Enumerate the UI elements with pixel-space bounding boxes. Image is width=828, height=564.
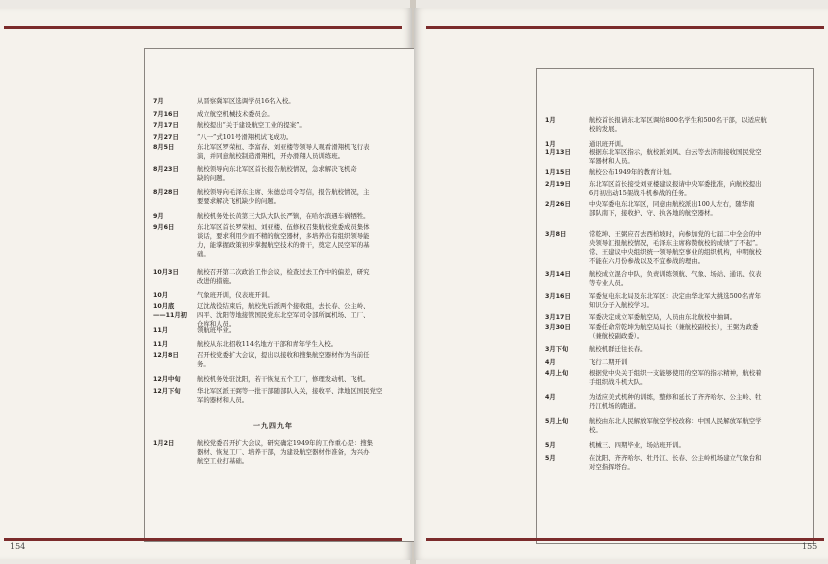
entry-text: 航校机务处驻沈阳，若干恢复五个工厂，修理发动机、飞机。: [197, 375, 370, 383]
left-page: [0, 8, 412, 560]
entry-date: 1月: [545, 141, 556, 148]
entry-date: 10月底 ——11月初: [153, 303, 187, 319]
entry-text: 华北军区派王弼等一批干部随部队入关，接收平、津地区国民党空 军的器材和人员。: [197, 387, 383, 404]
entry-text: 航校领导向东北军区首长报告航校情况，急求解决飞机奇 缺的问题。: [197, 165, 357, 182]
entry-date: 3月17日: [545, 314, 571, 321]
bottom-rule: [426, 538, 824, 541]
entry-date: 7月27日: [153, 134, 179, 141]
entry-date: 1月2日: [153, 440, 175, 447]
entry-date: 10月: [153, 292, 169, 299]
entry-date: 4月上旬: [545, 370, 569, 377]
right-text-frame: [536, 68, 814, 544]
entry-text: 航校提出“关于建设航空工业的提案”。: [197, 121, 306, 129]
entry-text: 辽沈战役结束后，航校先后派两个接收组，去长春、公主岭、 四平、沈阳等地接管国民党东北空军司令部所属机场、工厂、 仓库和人员。: [197, 302, 370, 328]
entry-text: 航校公布1949年的教育计划。: [589, 168, 676, 176]
entry-date: 8月5日: [153, 144, 175, 151]
entry-date: 3月下旬: [545, 346, 569, 353]
entry-text: 成立航空机械技术委员会。: [197, 110, 274, 118]
entry-text: 中央军委电东北军区，同意由航校派出100人左右，随华南 部队南下，接收护、守、执各地的航空器材。: [589, 200, 755, 217]
entry-date: 3月30日: [545, 324, 571, 331]
entry-date: 2月26日: [545, 201, 571, 208]
entry-date: 10月3日: [153, 269, 179, 276]
entry-text: 航校首长报请东北军区调给800名学生和500名干部，以适应航 校的发展。: [589, 116, 767, 133]
top-rule: [4, 26, 402, 29]
entry-date: 1月13日: [545, 149, 571, 156]
entry-text: 机械三、四期毕业，场站班开训。: [589, 441, 685, 449]
entry-text: 东北军区首长罗荣桓、刘亚楼、伍修权召集航校党委成员集体 谈话，要求利用少而不精的航空器材，多培养出有组织领导能 力，能掌握政策初步掌握航空技术的骨干，奠定人民空军的基 础。: [197, 223, 370, 258]
entry-text: 东北军区罗荣桓、李富春、刘亚楼等领导人观看滑翔机飞行表 演，并同意航校制造滑翔机，开办滑翔人员训练班。: [197, 143, 370, 160]
entry-text: 军委决定成立军委航空局，人员由东北航校中抽调。: [589, 313, 736, 321]
entry-text: 飞行二期开训: [589, 358, 628, 366]
entry-date: 4月: [545, 394, 556, 401]
entry-text: 常乾坤、王弼应召去西柏坡时，向参加党的七届二中全会的中 央领导汇报航校情况，毛泽东主席称赞航校的成绩“了不起”。 常、王建议中央组织统一领导航空事业的组织机构，申明航校 不能在六月份参战以及不宜参战的理由。: [589, 230, 762, 265]
entry-date: 3月14日: [545, 271, 571, 278]
entry-text: 航校成立混合中队，负责训练领航、气象、场站、通讯、仪表 等专业人员。: [589, 270, 762, 287]
entry-text: 军委复电东北局及东北军区：决定由华北军大挑选500名青年 知识分子入航校学习。: [589, 292, 761, 309]
entry-text: 为适应美式机种的训练，整修和延长了齐齐哈尔、公主岭、牡 丹江机场的跑道。: [589, 393, 762, 410]
entry-text: 航校党委召开扩大会议，研究确定1949年的工作重心是：搜集 器材、恢复工厂、培养干部，为建设航空器材作准备，为兴办 航空工业打基础。: [197, 439, 374, 465]
top-rule: [426, 26, 824, 29]
entry-date: 7月17日: [153, 122, 179, 129]
entry-date: 3月16日: [545, 293, 571, 300]
entry-text: 在沈阳、齐齐哈尔、牡丹江、长春、公主岭机场建立气象台和 对空指挥塔台。: [589, 454, 762, 471]
entry-date: 8月28日: [153, 189, 179, 196]
entry-text: 航校机群迁往长春。: [589, 345, 647, 353]
entry-date: 5月: [545, 455, 556, 462]
entry-text: “八一”式101号滑翔机试飞成功。: [197, 133, 293, 141]
entry-text: 东北军区首长接受刘亚楼建议报请中央军委批准，向航校提出 6月初出动15架战斗机参战的任务。: [589, 180, 762, 197]
left-text-frame: [144, 48, 416, 542]
entry-date: 4月: [545, 359, 556, 366]
entry-date: 1月: [545, 117, 556, 124]
entry-text: 航校领导向毛泽东主席、朱德总司令写信，报告航校情况，主 要要求解决飞机缺少的问题。: [197, 188, 370, 205]
entry-date: 11月: [153, 327, 169, 334]
entry-text: 气象班开训，仪表班开训。: [197, 291, 274, 299]
year-heading: 一九四九年: [253, 421, 293, 430]
entry-date: 5月上旬: [545, 418, 569, 425]
entry-date: 12月下旬: [153, 388, 181, 395]
entry-date: 12月8日: [153, 352, 179, 359]
entry-date: 2月19日: [545, 181, 571, 188]
page-number: 155: [802, 542, 818, 551]
entry-text: 召开校党委扩大会议，提出以接收和搜集航空器材作为当前任 务。: [197, 351, 370, 368]
entry-date: 12月中旬: [153, 376, 181, 383]
entry-text: 航校从东北招收114名地方干部和青年学生入校。: [197, 340, 338, 348]
entry-date: 3月8日: [545, 231, 567, 238]
entry-date: 5月: [545, 442, 556, 449]
entry-text: 根据东北军区指示，航校派刘风、白云等去济南接收国民党空 军器材和人员。: [589, 148, 762, 165]
page-number: 154: [10, 542, 26, 551]
entry-text: 从晋察冀军区选调学员16名入校。: [197, 97, 295, 105]
entry-text: 领航班毕业。: [197, 326, 236, 334]
entry-date: 9月6日: [153, 224, 175, 231]
entry-text: 航校召开第二次政治工作会议，检查过去工作中的偏差，研究 改进的措施。: [197, 268, 370, 285]
entry-date: 11月: [153, 341, 169, 348]
entry-text: 根据党中央关于组织一支能够使用的空军的指示精神，航校着 手组织战斗机大队。: [589, 369, 762, 386]
entry-text: 航校机务处长黄第三大队大队长严镇，在哈尔滨遇车祸牺牲。: [197, 212, 370, 220]
entry-date: 7月16日: [153, 111, 179, 118]
entry-date: 9月: [153, 213, 164, 220]
entry-date: 1月15日: [545, 169, 571, 176]
entry-date: 7月: [153, 98, 164, 105]
entry-date: 8月23日: [153, 166, 179, 173]
bottom-rule: [4, 538, 402, 541]
right-page: [414, 8, 828, 560]
entry-text: 军委任命常乾坤为航空局局长（兼航校副校长），王弼为政委 （兼航校副政委）。: [589, 323, 759, 340]
entry-text: 航校由东北人民解放军航空学校改称：中国人民解放军航空学 校。: [589, 417, 762, 434]
entry-text: 通讯班开训。: [589, 140, 628, 148]
